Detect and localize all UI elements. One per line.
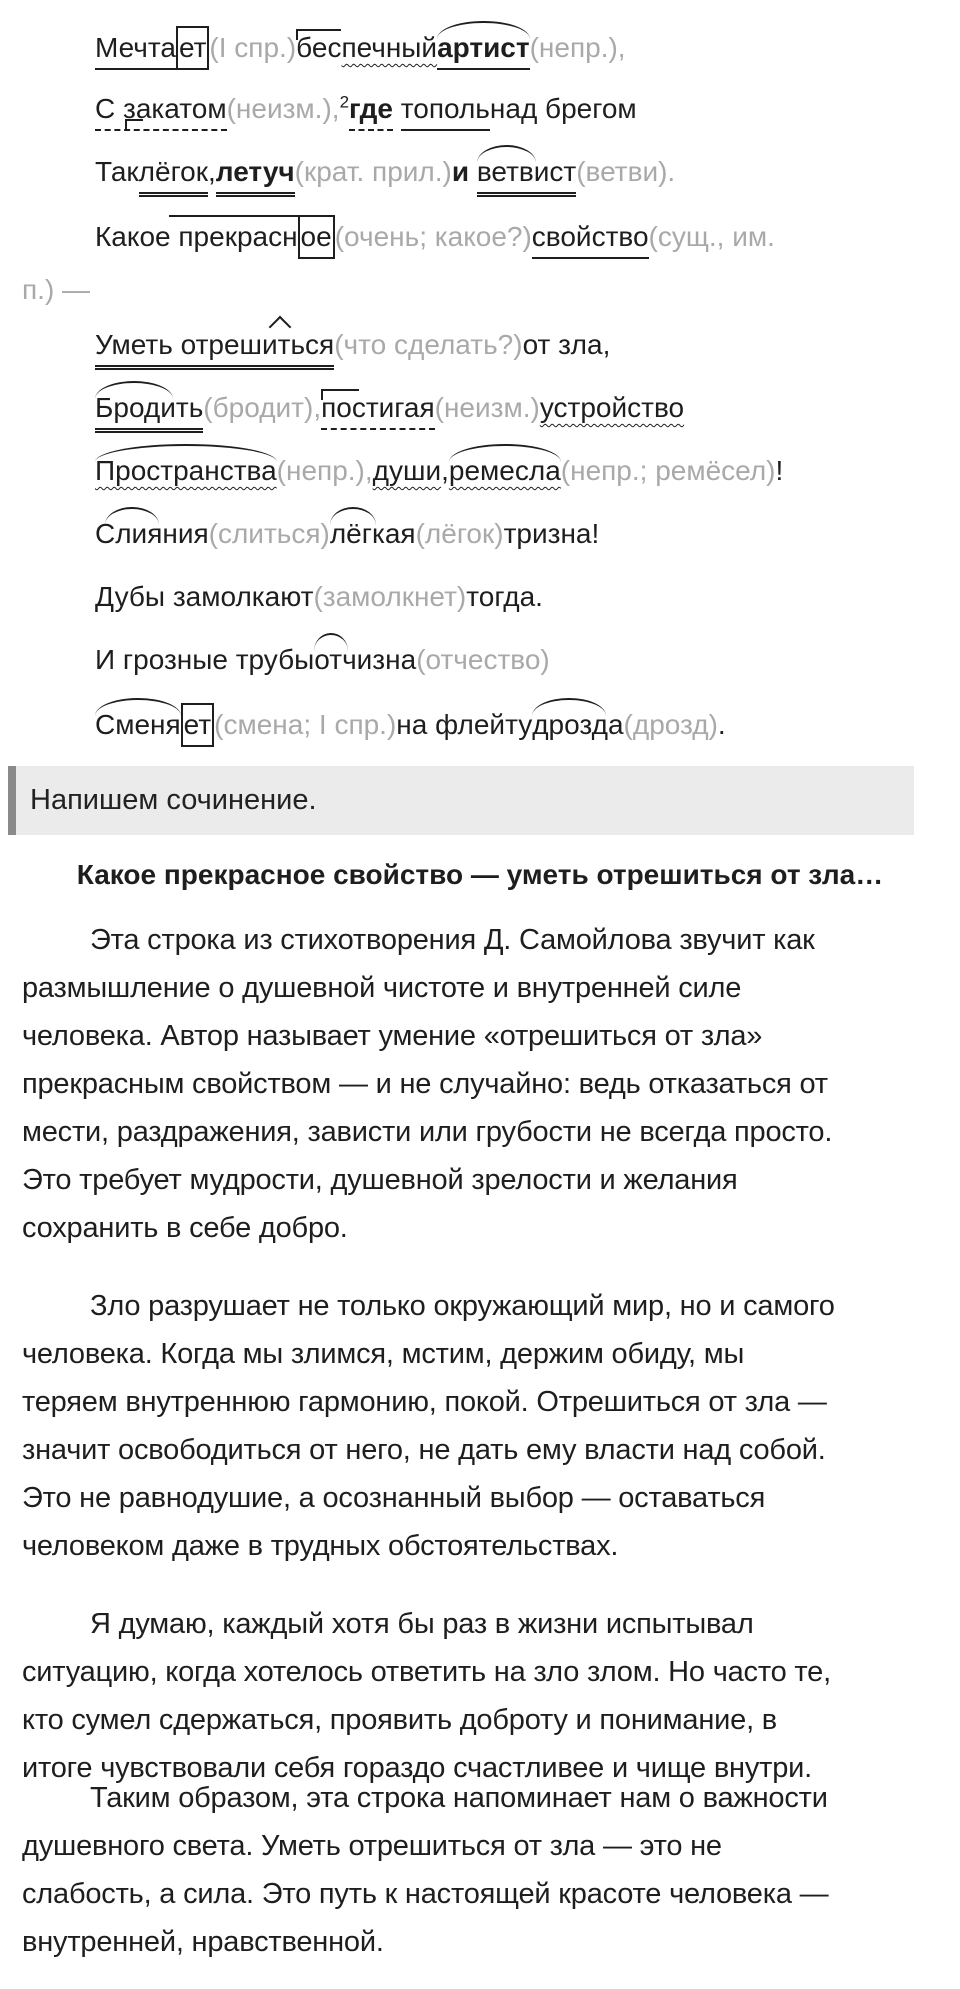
plain-text: !	[775, 455, 784, 486]
poem-line-7	[95, 451, 783, 491]
grammar-note: (ветви).	[576, 156, 676, 187]
word-smenyaet: Сменя	[95, 705, 181, 745]
poem-line-11	[95, 703, 726, 747]
section-banner	[8, 766, 914, 835]
essay-paragraph-2	[22, 1282, 942, 1570]
grammar-note: (что сделать?)	[334, 329, 523, 360]
root-mark: красн	[225, 217, 298, 257]
essay-line: итоге чувствовали себя гораздо счастливее и чище внутри.	[22, 1752, 813, 1784]
essay-line: Это не равнодушие, а осознанный выбор — оставаться	[22, 1482, 766, 1514]
grammar-note: (непр.),	[276, 455, 373, 486]
word-brodit: Бродить	[95, 388, 203, 433]
prefix-mark: бес	[296, 28, 341, 68]
grammar-note: (I спр.)	[209, 32, 297, 63]
poem-line-2	[95, 89, 637, 131]
plain-text: тогда.	[466, 581, 543, 612]
grammar-note: (дрозд)	[623, 709, 718, 740]
word-dushi: души	[372, 455, 442, 486]
poem-line-1	[95, 26, 626, 70]
essay-line: размышление о душевной чистоте и внутренней силе	[22, 972, 742, 1004]
word-bespechny: беспечный	[296, 28, 437, 68]
essay-line: Я думаю, каждый хотя бы раз в жизни испытывал	[90, 1608, 754, 1640]
essay-line: ситуацию, когда хотелось ответить на зло злом. Но часто те,	[22, 1656, 831, 1688]
word-sliyaniya: Слияния	[95, 514, 209, 554]
essay-paragraph-1	[22, 916, 942, 1252]
word-svoystvo: свойство	[532, 217, 649, 259]
grammar-note: (смена; I спр.)	[214, 709, 397, 740]
plain-text: тризна!	[503, 518, 600, 549]
ending-box: ет	[176, 26, 209, 70]
space	[393, 93, 401, 124]
word-otchizna: отчизна	[314, 640, 416, 680]
word-s-zakatom: С закатом	[95, 89, 227, 131]
essay-line: Это требует мудрости, душевной зрелости и желания	[22, 1164, 738, 1196]
word-ustroystvo: устройство	[539, 392, 685, 423]
plain-text: ,	[441, 455, 449, 486]
grammar-note: (замолкнет)	[313, 581, 467, 612]
grammar-note: (отчество)	[416, 644, 550, 675]
ending-box: ое	[298, 215, 335, 259]
ending-box: ет	[181, 703, 214, 747]
word-legkaya: лёгкая	[330, 514, 416, 554]
essay-line: теряем внутреннюю гармонию, покой. Отрешиться от зла —	[22, 1386, 827, 1418]
word-umet-otreshitsya: Уметь отрешиться	[95, 325, 334, 370]
essay-line: мести, раздражения, зависти или грубости не всегда просто.	[22, 1116, 833, 1148]
grammar-note: (непр.; ремёсел)	[560, 455, 776, 486]
footnote-marker: 2	[339, 92, 350, 112]
essay-line: Эта строка из стихотворения Д. Самойлова звучит как	[90, 924, 815, 956]
essay-line: кто сумел сдержаться, проявить доброту и понимание, в	[22, 1704, 777, 1736]
word-vetvist: ветвист	[477, 152, 576, 197]
word-postigaya: постигая	[321, 388, 435, 430]
grammar-note-wrap: п.) —	[22, 274, 91, 305]
essay-line: человеком даже в трудных обстоятельствах.	[22, 1530, 619, 1562]
grammar-note: (непр.),	[529, 32, 626, 63]
plain-text: на флейту	[396, 709, 533, 740]
essay-line: Таким образом, эта строка напоминает нам о важности	[90, 1782, 828, 1814]
plain-text: Так	[95, 156, 139, 187]
grammar-note: (бродит),	[203, 392, 322, 423]
plain-text: Какое пре	[95, 221, 225, 252]
plain-text: .	[717, 709, 726, 740]
word-zamolkayut: Дубы замолкают	[95, 581, 314, 612]
essay-line: значит освободиться от него, не дать ему власти над собой.	[22, 1434, 826, 1466]
essay-line: душевного света. Уметь отрешиться от зла — это не	[22, 1830, 722, 1862]
essay-title: Какое прекрасное свойство — уметь отрешиться от зла…	[76, 859, 884, 890]
word-i: и	[451, 156, 470, 187]
grammar-note: (сущ., им.	[648, 221, 775, 252]
essay-line: Зло разрушает не только окружающий мир, но и самого	[90, 1290, 835, 1322]
essay-paragraph-4	[22, 1774, 942, 1966]
word-gde: где	[349, 89, 393, 131]
poem-line-10	[95, 640, 550, 680]
grammar-note: (слиться)	[208, 518, 330, 549]
essay-line: прекрасным свойством — и не случайно: ведь отказаться от	[22, 1068, 828, 1100]
word-legok: лёгок	[139, 152, 208, 197]
poem-line-3	[95, 152, 675, 197]
word-topol: тополь	[401, 89, 490, 131]
word-remesla: ремесла	[449, 451, 561, 491]
poem-line-9	[95, 577, 543, 617]
poem-line-5	[95, 325, 610, 370]
grammar-note: (лёгок)	[415, 518, 504, 549]
poem-line-4	[95, 215, 775, 259]
space	[469, 156, 477, 187]
grammar-note: (крат. прил.)	[294, 156, 452, 187]
plain-text: ,	[208, 156, 216, 187]
word-letuch: летуч	[216, 152, 295, 197]
grammar-note: (неизм.)	[434, 392, 540, 423]
essay-paragraph-3	[22, 1600, 942, 1792]
essay-line: человека. Когда мы злимся, мстим, держим обиду, мы	[22, 1338, 745, 1370]
plain-text: от зла,	[522, 329, 611, 360]
word-artist: артист	[437, 28, 530, 70]
essay-line: слабость, а сила. Это путь к настоящей красоте человека —	[22, 1878, 829, 1910]
essay-line: человека. Автор называет умение «отрешиться от зла»	[22, 1020, 763, 1052]
word-drozda: дрозда	[532, 705, 623, 745]
grammar-note: (очень; какое?)	[334, 221, 532, 252]
poem-line-6	[95, 388, 684, 433]
word-mechtaet-stem: Мечта	[95, 28, 176, 70]
plain-text: И грозные трубы	[95, 644, 315, 675]
essay-line: внутренней, нравственной.	[22, 1926, 384, 1958]
poem-line-8	[95, 514, 599, 554]
banner-text: Напишем сочинение.	[30, 784, 317, 816]
word-prostranstva: Пространства	[95, 451, 277, 491]
plain-text: над брегом	[489, 93, 637, 124]
essay-line: сохранить в себе добро.	[22, 1212, 348, 1244]
grammar-note: (неизм.),	[226, 93, 340, 124]
